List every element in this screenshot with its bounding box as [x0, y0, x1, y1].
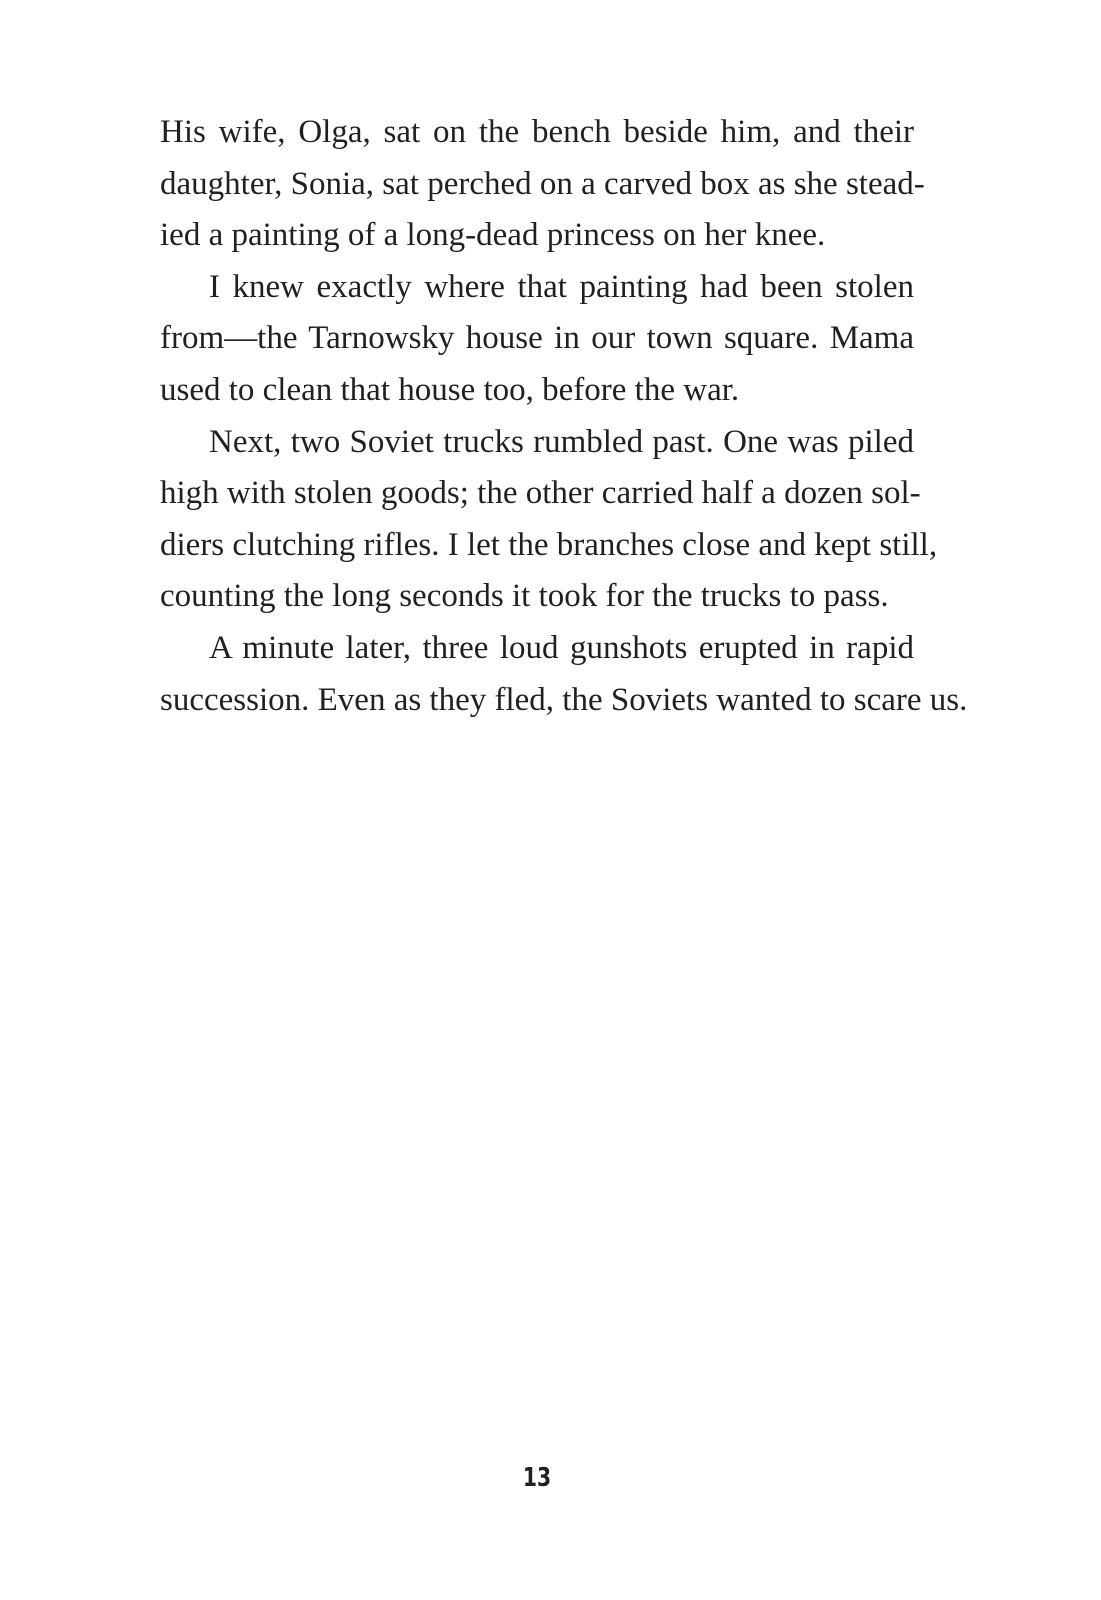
- paragraph-1: [160, 107, 925, 262]
- paragraph-4: [160, 623, 968, 726]
- text-line: His wife, Olga, sat on the bench beside him, and their: [160, 114, 914, 150]
- body-text: [160, 107, 968, 726]
- paragraph-2: [160, 262, 914, 417]
- paragraph-3: [160, 417, 938, 623]
- text-line: counting the long seconds it took for the trucks to pass.: [160, 578, 889, 615]
- text-line: high with stolen goods; the other carried half a dozen sol-: [160, 475, 921, 512]
- text-line: Next, two Soviet trucks rumbled past. One was piled: [209, 423, 914, 460]
- text-line: from—the Tarnowsky house in our town square. Mama: [160, 320, 914, 357]
- text-line: I knew exactly where that painting had been stolen: [209, 268, 914, 305]
- text-line: A minute later, three loud gunshots erupted in rapid: [209, 629, 914, 666]
- text-line: used to clean that house too, before the war.: [160, 371, 740, 408]
- text-line: ied a painting of a long-dead princess on her knee.: [160, 217, 826, 254]
- text-line: daughter, Sonia, sat perched on a carved box as she stead-: [160, 165, 925, 202]
- text-line: diers clutching rifles. I let the branches close and kept still,: [160, 526, 938, 563]
- page-number: 13: [522, 1463, 552, 1493]
- text-line: succession. Even as they fled, the Soviets wanted to scare us.: [160, 681, 968, 718]
